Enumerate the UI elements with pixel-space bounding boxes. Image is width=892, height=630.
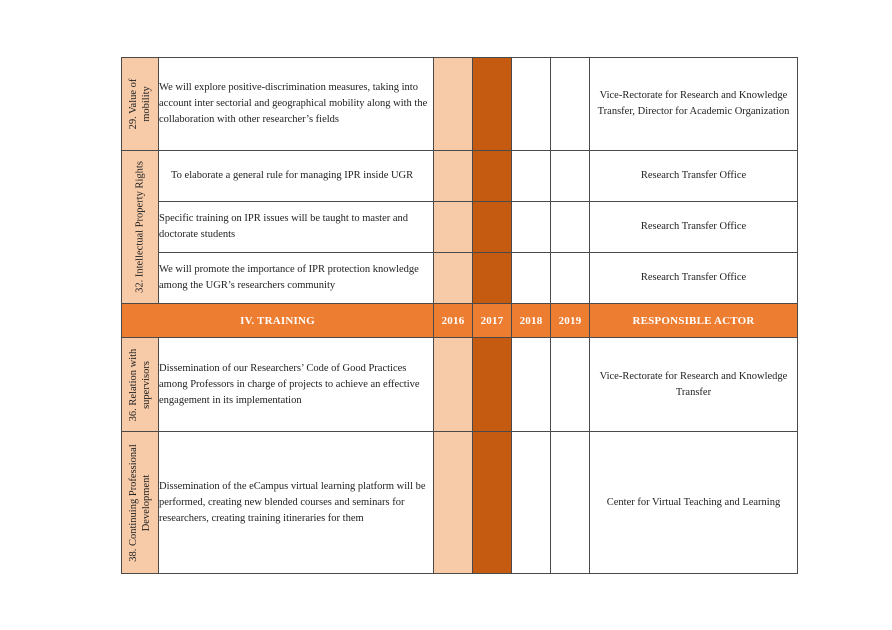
- category-cell: [122, 151, 159, 304]
- year-2018-cell: [512, 202, 551, 253]
- action-cell: Dissemination of our Researchers’ Code of Good Practices among Professors in charge of projects to achieve an effective engagement in its implementation: [159, 338, 434, 432]
- responsible-actor-cell: Vice-Rectorate for Research and Knowledge Transfer: [590, 338, 798, 432]
- year-2017-cell: [473, 432, 512, 574]
- responsible-actor-header: RESPONSIBLE ACTOR: [590, 304, 798, 338]
- action-cell: We will promote the importance of IPR protection knowledge among the UGR’s researchers community: [159, 253, 434, 304]
- year-header-2016: 2016: [434, 304, 473, 338]
- section-title: IV. TRAINING: [122, 304, 434, 338]
- table-row: [122, 151, 798, 202]
- year-2018-cell: [512, 58, 551, 151]
- responsible-actor-cell: Research Transfer Office: [590, 253, 798, 304]
- table-row: [122, 432, 798, 574]
- action-cell: We will explore positive-discrimination measures, taking into account inter sectorial and geographical mobility along with the collaboration with other researcher’s fields: [159, 58, 434, 151]
- year-2017-cell: [473, 58, 512, 151]
- table-row: [122, 58, 798, 151]
- action-cell: To elaborate a general rule for managing IPR inside UGR: [159, 151, 434, 202]
- section-header-row: [122, 304, 798, 338]
- table-row: [122, 253, 798, 304]
- year-header-2019: 2019: [551, 304, 590, 338]
- year-2019-cell: [551, 432, 590, 574]
- category-cell: [122, 338, 159, 432]
- responsible-actor-cell: Research Transfer Office: [590, 151, 798, 202]
- year-2019-cell: [551, 202, 590, 253]
- action-cell: Specific training on IPR issues will be taught to master and doctorate students: [159, 202, 434, 253]
- year-2017-cell: [473, 151, 512, 202]
- table-row: [122, 202, 798, 253]
- year-2016-cell: [434, 151, 473, 202]
- year-2016-cell: [434, 338, 473, 432]
- table-row: [122, 338, 798, 432]
- year-2018-cell: [512, 151, 551, 202]
- category-label: 32. Intellectual Property Rights: [134, 161, 146, 293]
- year-2018-cell: [512, 432, 551, 574]
- year-2017-cell: [473, 338, 512, 432]
- year-2019-cell: [551, 338, 590, 432]
- responsible-actor-cell: Center for Virtual Teaching and Learning: [590, 432, 798, 574]
- year-2017-cell: [473, 253, 512, 304]
- year-2016-cell: [434, 202, 473, 253]
- category-cell: [122, 432, 159, 574]
- year-2018-cell: [512, 253, 551, 304]
- year-2016-cell: [434, 432, 473, 574]
- year-2017-cell: [473, 202, 512, 253]
- category-cell: [122, 58, 159, 151]
- year-2016-cell: [434, 253, 473, 304]
- year-header-2017: 2017: [473, 304, 512, 338]
- action-plan-table: [121, 57, 798, 574]
- year-2019-cell: [551, 58, 590, 151]
- category-label: 36. Relation with supervisors: [128, 348, 152, 421]
- year-2016-cell: [434, 58, 473, 151]
- responsible-actor-cell: Research Transfer Office: [590, 202, 798, 253]
- year-header-2018: 2018: [512, 304, 551, 338]
- action-cell: Dissemination of the eCampus virtual learning platform will be performed, creating new blended courses and seminars for researchers, creating training itineraries for them: [159, 432, 434, 574]
- category-label: 38. Continuing Professional Development: [128, 443, 152, 562]
- year-2018-cell: [512, 338, 551, 432]
- year-2019-cell: [551, 151, 590, 202]
- year-2019-cell: [551, 253, 590, 304]
- category-label: 29. Value of mobility: [128, 78, 152, 130]
- responsible-actor-cell: Vice-Rectorate for Research and Knowledge Transfer, Director for Academic Organization: [590, 58, 798, 151]
